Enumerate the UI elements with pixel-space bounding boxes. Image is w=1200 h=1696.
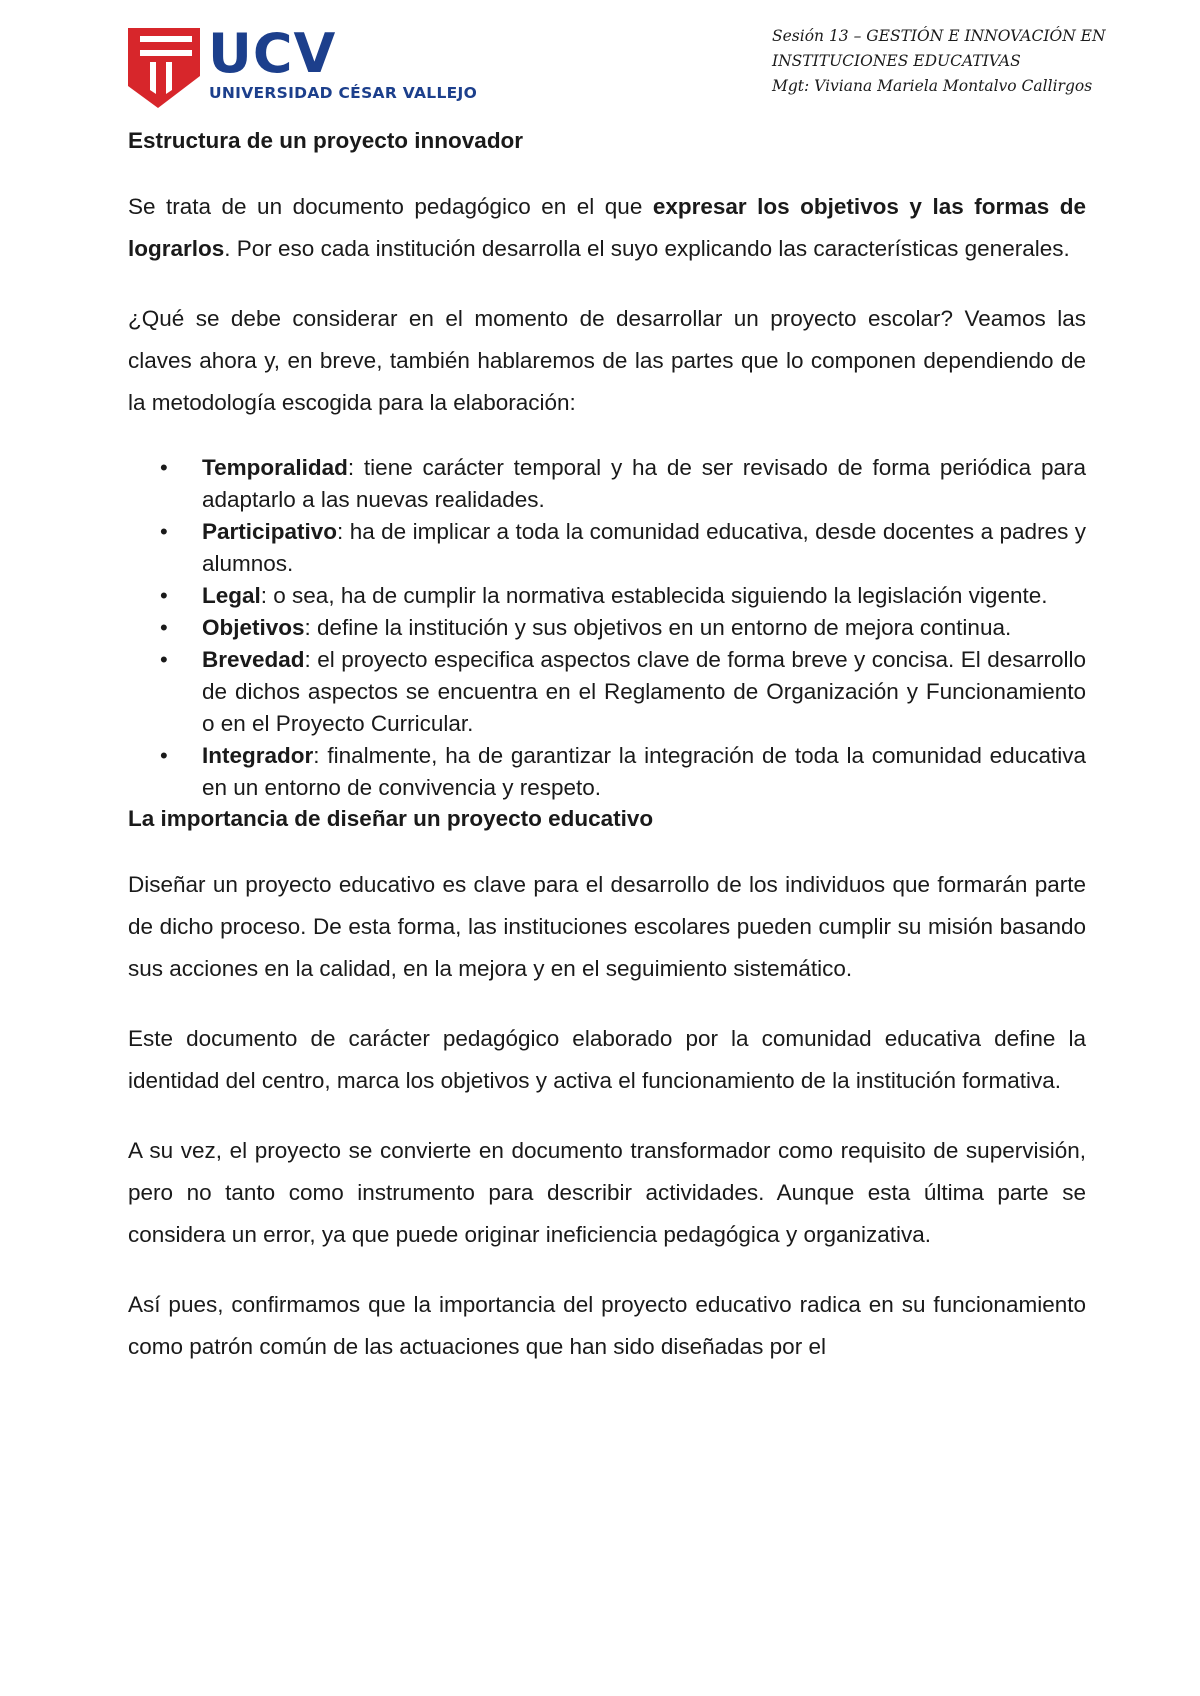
- list-item-text: : tiene carácter temporal y ha de ser revisado de forma periódica para adaptarlo a las nuevas realidades.: [202, 455, 1086, 512]
- list-item-term: Participativo: [202, 519, 338, 544]
- paragraph-importance-3: A su vez, el proyecto se convierte en documento transformador como requisito de supervisión, pero no tanto como instrumento para describir actividades. Aunque esta última parte se considera un error, ya que puede originar ineficiencia pedagógica y organizativa.: [128, 1138, 1086, 1247]
- logo-university-name: UNIVERSIDAD CÉSAR VALLEJO: [209, 84, 478, 102]
- bullet-icon: •: [160, 615, 168, 640]
- paragraph-keys: ¿Qué se debe considerar en el momento de desarrollar un proyecto escolar? Veamos las claves ahora y, en breve, también hablaremos de las partes que lo componen dependiendo de la metodología escogida para la elaboración:: [128, 306, 1086, 415]
- paragraph-importance-1: Diseñar un proyecto educativo es clave para el desarrollo de los individuos que formarán parte de dicho proceso. De esta forma, las instituciones escolares pueden cumplir su misión basando sus acciones en la calidad, en la mejora y en el seguimiento sistemático.: [128, 872, 1086, 981]
- list-item-term: Temporalidad: [202, 455, 348, 480]
- session-author: Mgt: Viviana Mariela Montalvo Callirgos: [772, 77, 1093, 95]
- list-item: [128, 452, 1086, 516]
- paragraph-intro: [128, 186, 1086, 270]
- list-item-term: Legal: [202, 583, 261, 608]
- bullet-icon: •: [160, 743, 168, 768]
- list-item-text: : finalmente, ha de garantizar la integración de toda la comunidad educativa en un entorno de convivencia y respeto.: [202, 743, 1086, 800]
- paragraph-importance-4: Así pues, confirmamos que la importancia del proyecto educativo radica en su funcionamiento como patrón común de las actuaciones que han sido diseñadas por el: [128, 1292, 1086, 1359]
- list-item-text: : ha de implicar a toda la comunidad educativa, desde docentes a padres y alumnos.: [202, 519, 1086, 576]
- session-title-line1: Sesión 13 – GESTIÓN E INNOVACIÓN EN: [772, 27, 1106, 45]
- list-item-text: : define la institución y sus objetivos en un entorno de mejora continua.: [304, 615, 1012, 640]
- bullet-icon: •: [160, 519, 168, 544]
- list-item-term: Objetivos: [202, 615, 305, 640]
- list-item: [128, 740, 1086, 804]
- ucv-logo: [128, 22, 478, 110]
- paragraph-intro-part-c: . Por eso cada institución desarrolla el suyo explicando las características generales.: [224, 236, 1070, 261]
- list-item: [128, 612, 1086, 644]
- logo-brand-text: UCV: [208, 22, 337, 85]
- bullet-icon: •: [160, 647, 168, 672]
- list-item: [128, 644, 1086, 740]
- list-item-term: Brevedad: [202, 647, 305, 672]
- paragraph-intro-part-a: Se trata de un documento pedagógico en el que: [128, 194, 653, 219]
- list-item-text: : o sea, ha de cumplir la normativa establecida siguiendo la legislación vigente.: [260, 583, 1048, 608]
- section-title-structure: Estructura de un proyecto innovador: [128, 128, 524, 153]
- list-item: [128, 516, 1086, 580]
- paragraph-importance-2: Este documento de carácter pedagógico elaborado por la comunidad educativa define la identidad del centro, marca los objetivos y activa el funcionamiento de la institución formativa.: [128, 1026, 1086, 1093]
- bullet-icon: •: [160, 455, 168, 480]
- bullet-icon: •: [160, 583, 168, 608]
- list-item-text: : el proyecto especifica aspectos clave de forma breve y concisa. El desarrollo de dichos aspectos se encuentra en el Reglamento de Organización y Funcionamiento o en el Proyecto Curricular.: [202, 647, 1086, 736]
- section-title-importance: La importancia de diseñar un proyecto educativo: [128, 806, 654, 831]
- session-header: [772, 24, 1172, 99]
- ucv-shield-icon: [128, 28, 200, 108]
- list-item-term: Integrador: [202, 743, 314, 768]
- document-body: [128, 126, 1086, 1368]
- key-features-list: [128, 452, 1086, 804]
- paragraph-intro-emphasis: expresar los objetivos y las formas de lograrlos: [128, 194, 1086, 261]
- list-item: [128, 580, 1086, 612]
- session-title-line2: INSTITUCIONES EDUCATIVAS: [772, 52, 1021, 70]
